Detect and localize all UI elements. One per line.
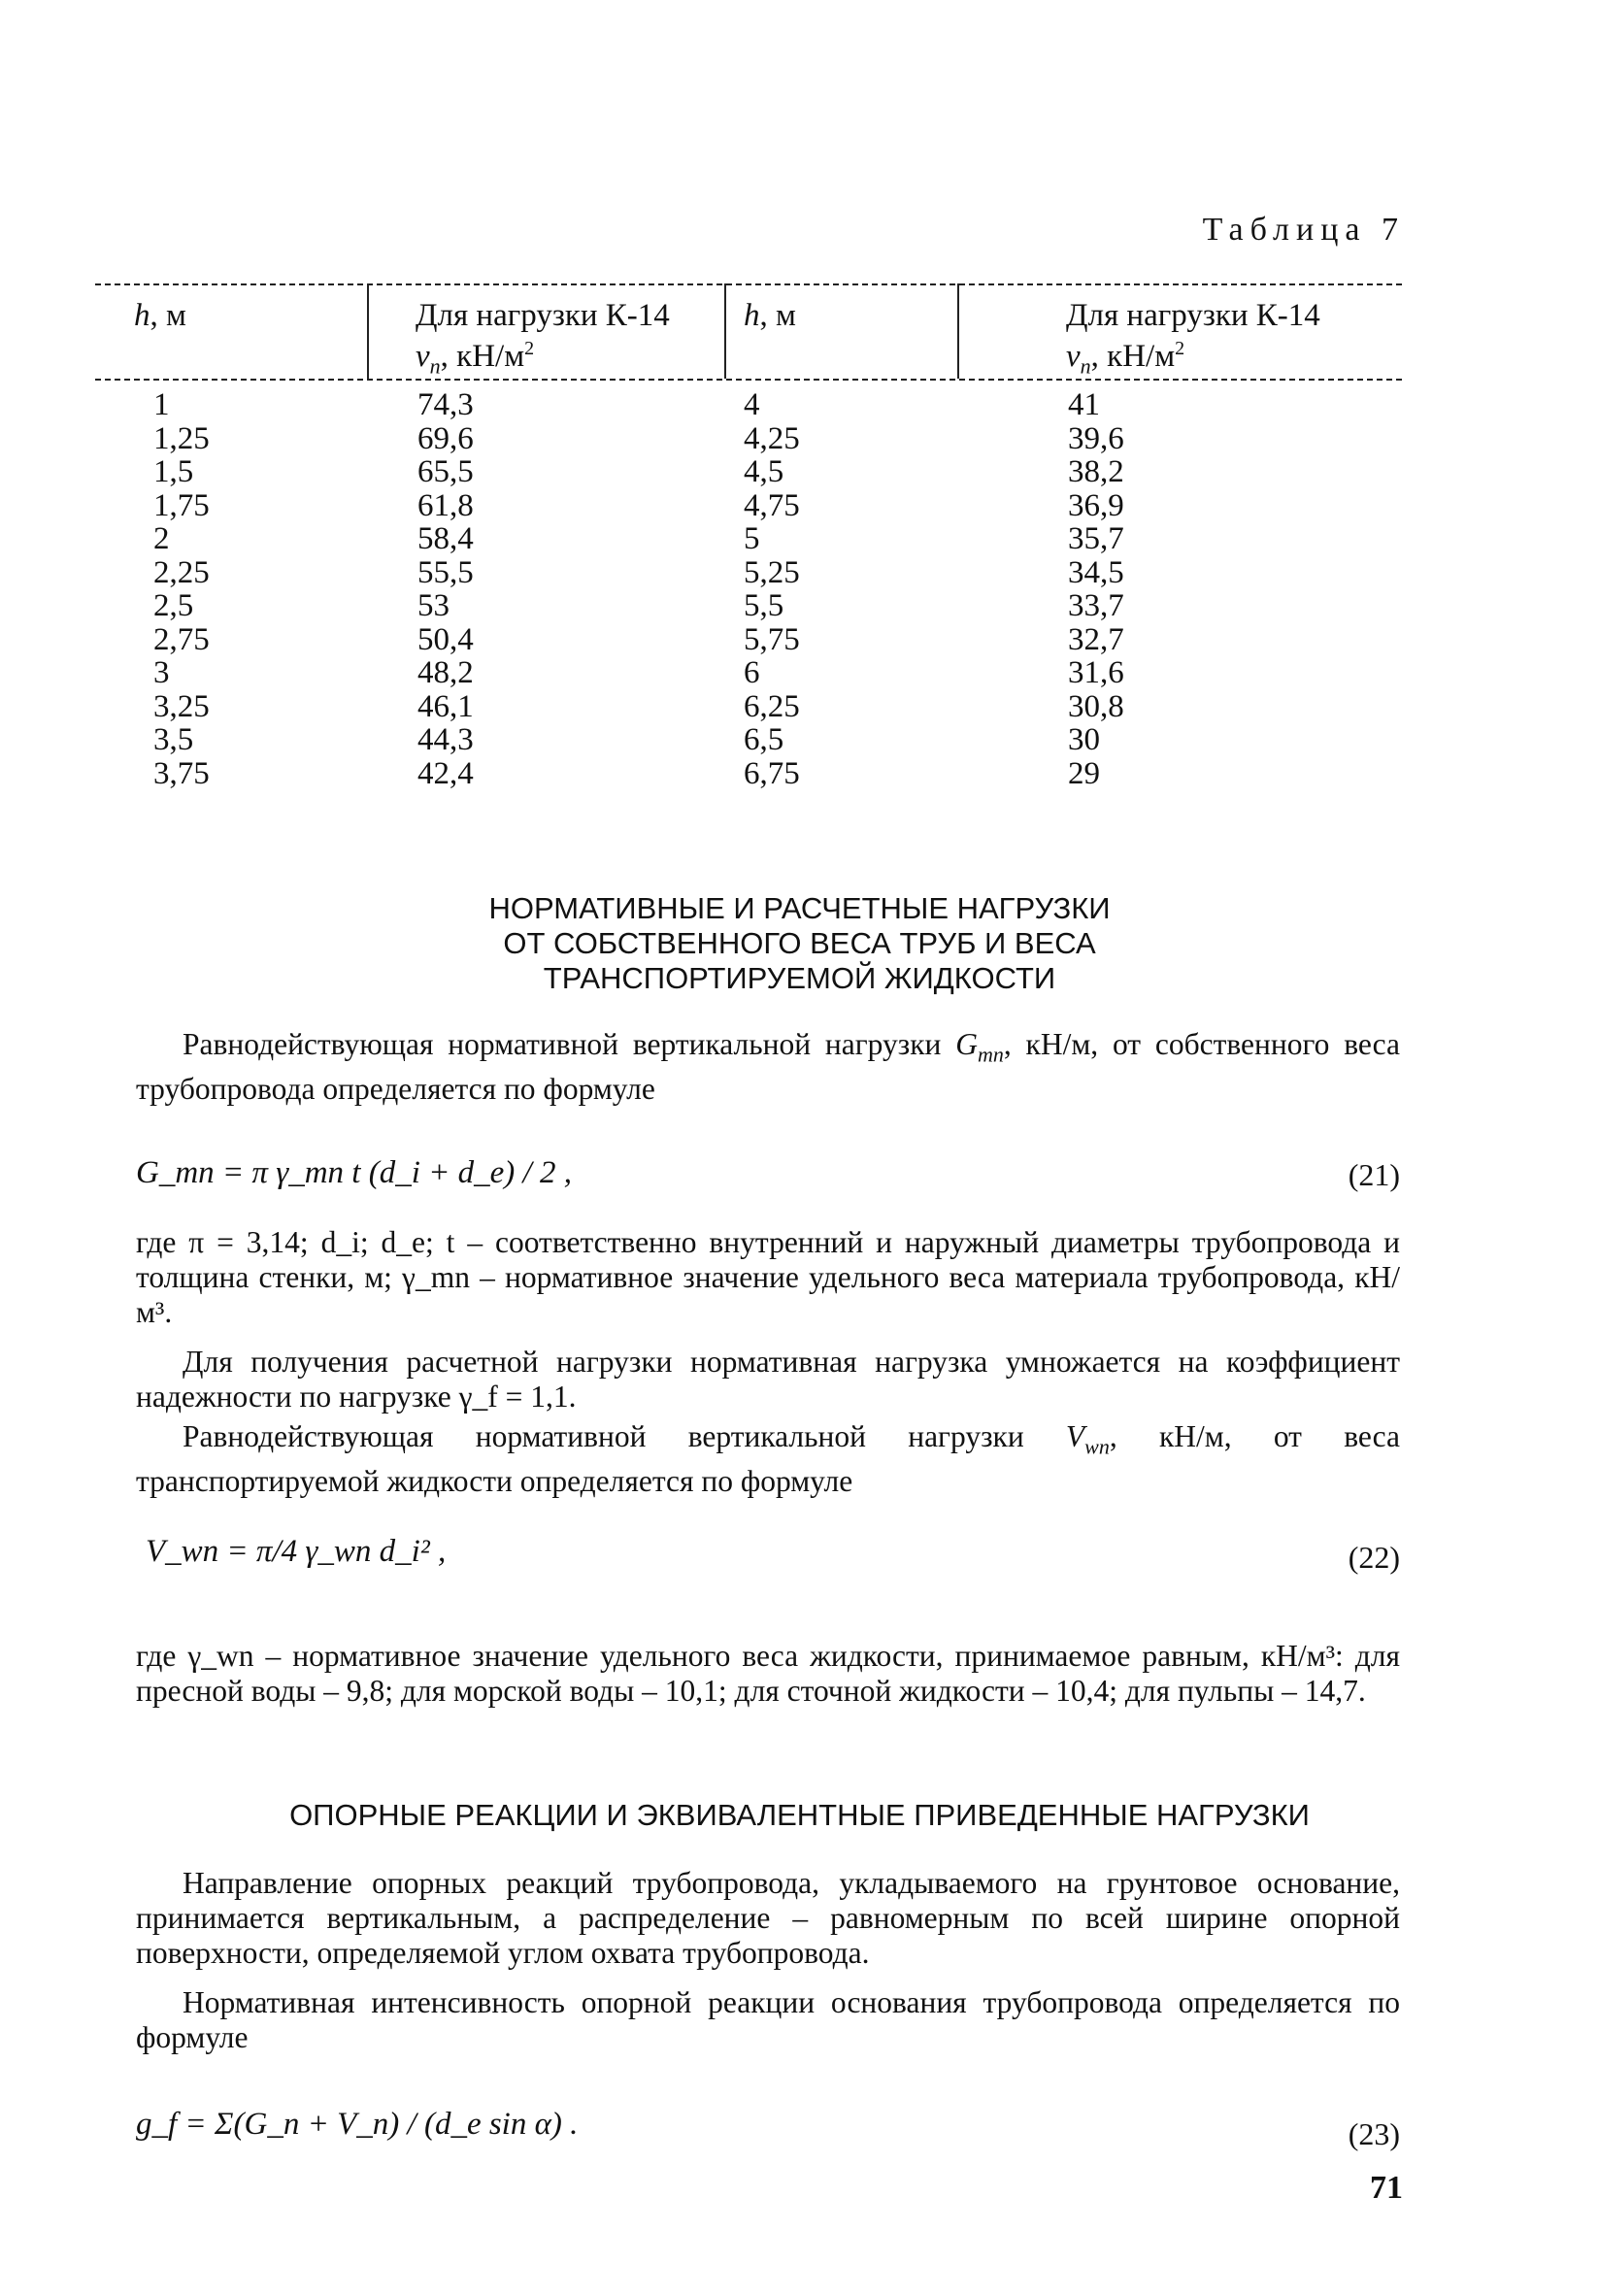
table-cell: 4,75 — [744, 487, 800, 523]
equation-number: (22) — [1348, 1540, 1400, 1575]
header-load-1: Для нагрузки К-14 $v_n$, $кН/м^2$ — [416, 298, 670, 379]
column-load-2 — [1068, 388, 1124, 790]
table-top-rule — [95, 283, 1402, 285]
table-cell: 2 — [153, 521, 170, 556]
table-cell: 6 — [744, 655, 760, 690]
column-h-1 — [153, 388, 210, 790]
equation-number: (23) — [1348, 2116, 1400, 2151]
table-cell: 3 — [153, 655, 170, 690]
table-cell: 44,3 — [417, 722, 474, 757]
table-cell: 3,5 — [153, 722, 194, 757]
table-cell: 36,9 — [1068, 487, 1124, 523]
table-cell: 33,7 — [1068, 588, 1124, 623]
paragraph: Направление опорных реакций трубопровода, укладываемого на грунтовое основание, принимается вертикальным, а распределение – равномерным по всей ширине опорной поверхности, определяемой углом охвата трубопровода. — [136, 1866, 1400, 1970]
table-cell: 74,3 — [417, 387, 474, 422]
table-cell: 31,6 — [1068, 655, 1124, 690]
table-cell: 3,75 — [153, 755, 210, 791]
table-cell: 55,5 — [417, 554, 474, 590]
header-h-2: h, м — [744, 298, 796, 333]
header-h-1: h, м — [134, 298, 186, 333]
table-cell: 61,8 — [417, 487, 474, 523]
formula-22: V_wn = π/4 γ_wn d_i² , — [146, 1534, 447, 1569]
table-cell: 1 — [153, 387, 170, 422]
formula-21: G_mn = π γ_mn t (d_i + d_e) / 2 , — [136, 1155, 572, 1190]
paragraph: Равнодействующая нормативной вертикальной нагрузки $G_{mn}$, кН/м, от собственного веса трубопровода определяется по формуле — [136, 1027, 1400, 1107]
table-col-divider — [957, 283, 959, 379]
table-cell: 6,75 — [744, 755, 800, 791]
table-cell: 1,75 — [153, 487, 210, 523]
table-cell: 30 — [1068, 722, 1100, 757]
table-cell: 4,5 — [744, 454, 784, 489]
table-cell: 46,1 — [417, 688, 474, 724]
page-number: 71 — [1370, 2170, 1403, 2206]
paragraph: Равнодействующая нормативной вертикальной нагрузки $V_{wn}$, кН/м, от веса транспортируемой жидкости определяется по формуле — [136, 1419, 1400, 1499]
header-load-2: Для нагрузки К-14 $v_n$, $кН/м^2$ — [1066, 298, 1320, 379]
table-cell: 38,2 — [1068, 454, 1124, 489]
table-cell: 39,6 — [1068, 420, 1124, 456]
table-cell: 3,25 — [153, 688, 210, 724]
paragraph: Нормативная интенсивность опорной реакции основания трубопровода определяется по формуле — [136, 1985, 1400, 2054]
table-cell: 2,75 — [153, 621, 210, 657]
table-cell: 2,25 — [153, 554, 210, 590]
table-cell: 32,7 — [1068, 621, 1124, 657]
section-heading-reactions: ОПОРНЫЕ РЕАКЦИИ И ЭКВИВАЛЕНТНЫЕ ПРИВЕДЕННЫЕ НАГРУЗКИ — [289, 1798, 1310, 1832]
section-heading-loads: НОРМАТИВНЫЕ И РАСЧЕТНЫЕ НАГРУЗКИ ОТ СОБСТВЕННОГО ВЕСА ТРУБ И ВЕСА ТРАНСПОРТИРУЕМОЙ ЖИДКОСТИ — [488, 891, 1111, 995]
table-cell: 48,2 — [417, 655, 474, 690]
formula-23: g_f = Σ(G_n + V_n) / (d_e sin α) . — [136, 2107, 579, 2142]
table-cell: 5 — [744, 521, 760, 556]
column-h-2 — [744, 388, 800, 790]
table-col-divider — [367, 283, 369, 379]
table-cell: 4,25 — [744, 420, 800, 456]
table-cell: 6,25 — [744, 688, 800, 724]
table-col-divider — [724, 283, 726, 379]
column-load-1 — [417, 388, 474, 790]
paragraph: где π = 3,14; d_i; d_e; t – соответственно внутренний и наружный диаметры трубопровода и толщина стенки, м; γ_mn – нормативное значение удельного веса материала трубопровода, кН/м³. — [136, 1225, 1400, 1329]
table-cell: 1,5 — [153, 454, 194, 489]
table-cell: 50,4 — [417, 621, 474, 657]
table-cell: 41 — [1068, 387, 1100, 422]
table-cell: 34,5 — [1068, 554, 1124, 590]
table-cell: 30,8 — [1068, 688, 1124, 724]
table-cell: 42,4 — [417, 755, 474, 791]
table-cell: 5,25 — [744, 554, 800, 590]
table-cell: 5,5 — [744, 588, 784, 623]
table-cell: 5,75 — [744, 621, 800, 657]
table-cell: 69,6 — [417, 420, 474, 456]
table-cell: 58,4 — [417, 521, 474, 556]
paragraph: Для получения расчетной нагрузки нормативная нагрузка умножается на коэффициент надежности по нагрузке γ_f = 1,1. — [136, 1345, 1400, 1414]
table-cell: 65,5 — [417, 454, 474, 489]
paragraph: где γ_wn – нормативное значение удельного веса жидкости, принимаемое равным, кН/м³: для пресной воды – 9,8; для морской воды – 10,1; для сточной жидкости – 10,4; для пульпы – 14,7. — [136, 1639, 1400, 1708]
table-cell: 2,5 — [153, 588, 194, 623]
table-cell: 29 — [1068, 755, 1100, 791]
table-cell: 35,7 — [1068, 521, 1124, 556]
table-caption: Таблица 7 — [1202, 212, 1405, 248]
table-cell: 53 — [417, 588, 450, 623]
table-cell: 6,5 — [744, 722, 784, 757]
table-cell: 4 — [744, 387, 760, 422]
table-cell: 1,25 — [153, 420, 210, 456]
equation-number: (21) — [1348, 1157, 1400, 1192]
